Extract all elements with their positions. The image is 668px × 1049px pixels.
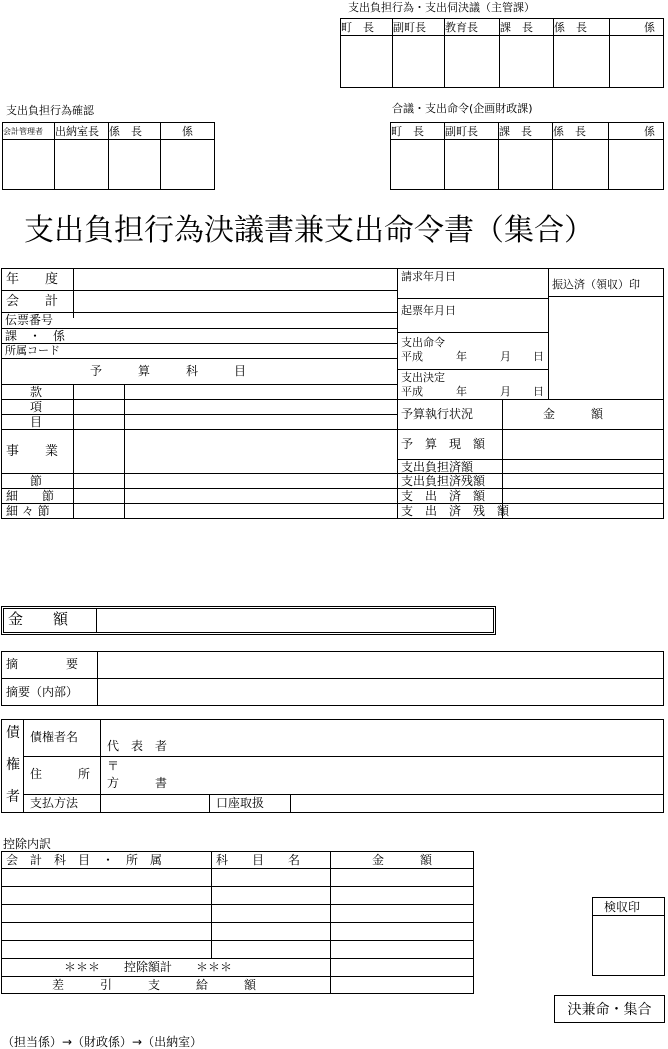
representative-label: 代 表 者 bbox=[107, 739, 168, 753]
account-field[interactable] bbox=[291, 795, 663, 812]
deduction-header-item: 科 目 名 bbox=[216, 853, 301, 867]
amount-label: 金 額 bbox=[8, 610, 69, 628]
top-approval-caption: 支出負担行為・支出伺決議（主管課） bbox=[348, 1, 535, 14]
issue-date-label: 起票年月日 bbox=[401, 304, 456, 317]
payment-decision-label: 支出決定 bbox=[401, 371, 445, 384]
budget-item-header: 予 算 科 目 bbox=[90, 364, 247, 378]
summary-internal-field[interactable] bbox=[98, 679, 663, 705]
paid-remaining-label: 支 出 済 残 額 bbox=[401, 504, 510, 518]
amount-column-header: 金 額 bbox=[543, 407, 604, 421]
top-approval-table bbox=[340, 18, 664, 88]
page-title: 支出負担行為決議書兼支出命令書（集合） bbox=[24, 213, 594, 248]
creditor-side-3: 者 bbox=[6, 789, 20, 805]
consult-caption: 合議・支出命令(企画財政課) bbox=[392, 102, 533, 115]
consult-header: 課 長 bbox=[499, 123, 553, 140]
year-field[interactable] bbox=[74, 269, 396, 290]
approval-header: 課 長 bbox=[500, 19, 554, 36]
address-label: 住 所 bbox=[30, 767, 91, 781]
method-label: 方 書 bbox=[107, 776, 168, 790]
current-budget-label: 予 算 現 額 bbox=[401, 437, 486, 451]
transfer-stamp-area[interactable] bbox=[549, 297, 663, 398]
deduction-caption: 控除内訳 bbox=[3, 837, 52, 851]
net-payment-label: 差 引 支 給 額 bbox=[52, 978, 257, 992]
creditor-side-1: 債 bbox=[6, 725, 20, 741]
saisaisetsu-label: 細 々 節 bbox=[6, 504, 50, 518]
confirm-header: 係 長 bbox=[109, 123, 161, 140]
deduction-total-label: ＊＊＊ 控除額計 ＊＊＊ bbox=[64, 960, 233, 974]
confirm-header: 係 bbox=[161, 123, 215, 140]
request-date-label: 請求年月日 bbox=[401, 270, 456, 283]
stamp-cell[interactable] bbox=[391, 140, 445, 190]
slip-number-label: 伝票番号 bbox=[5, 313, 54, 327]
kou-label: 項 bbox=[30, 400, 43, 414]
consult-header: 係 bbox=[609, 123, 664, 140]
stamp-cell[interactable] bbox=[553, 140, 609, 190]
consult-header: 副町長 bbox=[445, 123, 499, 140]
stamp-cell[interactable] bbox=[3, 140, 55, 190]
stamp-cell[interactable] bbox=[499, 140, 553, 190]
payment-decision-date: 平成 年 月 日 bbox=[401, 385, 544, 398]
burden-remaining-label: 支出負担済残額 bbox=[401, 474, 486, 488]
stamp-cell[interactable] bbox=[55, 140, 109, 190]
deduction-header-amount: 金 額 bbox=[372, 853, 433, 867]
approval-header: 町 長 bbox=[341, 19, 393, 36]
summary-field[interactable] bbox=[98, 652, 663, 677]
account-label: 口座取扱 bbox=[216, 796, 265, 810]
setsu-label: 節 bbox=[30, 474, 43, 488]
payment-order-date: 平成 年 月 日 bbox=[401, 350, 544, 363]
creditor-side-2: 権 bbox=[6, 757, 20, 773]
amount-field[interactable] bbox=[98, 609, 493, 632]
postal-mark: 〒 bbox=[107, 759, 120, 773]
pay-method-label: 支払方法 bbox=[30, 796, 79, 810]
confirm-header: 会計管理者 bbox=[3, 123, 55, 140]
saisetsu-label: 細 節 bbox=[6, 489, 55, 503]
inspection-label: 検収印 bbox=[604, 900, 641, 914]
consult-header: 町 長 bbox=[391, 123, 445, 140]
year-label: 年 度 bbox=[6, 272, 59, 287]
consult-header: 係 長 bbox=[553, 123, 609, 140]
exec-status-label: 予算執行状況 bbox=[401, 407, 474, 421]
stamp-cell[interactable] bbox=[610, 36, 664, 88]
stamp-cell[interactable] bbox=[554, 36, 610, 88]
approval-header: 係 bbox=[610, 19, 664, 36]
approval-type-badge: 決兼命・集合 bbox=[554, 995, 665, 1023]
summary-internal-label: 摘要（内部） bbox=[6, 685, 79, 699]
stamp-cell[interactable] bbox=[109, 140, 161, 190]
approval-header: 副町長 bbox=[393, 19, 445, 36]
transfer-stamp-label: 振込済（領収）印 bbox=[552, 278, 640, 291]
confirm-caption: 支出負担行為確認 bbox=[6, 104, 94, 117]
approval-header: 教育長 bbox=[445, 19, 500, 36]
confirm-header: 出納室長 bbox=[55, 123, 109, 140]
burden-done-label: 支出負担済額 bbox=[401, 460, 474, 474]
kan-label: 款 bbox=[30, 385, 43, 399]
stamp-cell[interactable] bbox=[445, 36, 500, 88]
confirm-table bbox=[2, 122, 215, 190]
accounting-field[interactable] bbox=[74, 291, 396, 312]
payment-order-label: 支出命令 bbox=[401, 336, 445, 349]
creditor-name-label: 債権者名 bbox=[30, 730, 79, 744]
section-label: 課 ・ 係 bbox=[5, 329, 66, 343]
jigyou-label: 事 業 bbox=[6, 444, 59, 459]
deduction-header-account: 会 計 科 目 ・ 所 属 bbox=[6, 853, 163, 867]
stamp-cell[interactable] bbox=[341, 36, 393, 88]
stamp-cell[interactable] bbox=[445, 140, 499, 190]
stamp-cell[interactable] bbox=[161, 140, 215, 190]
stamp-cell[interactable] bbox=[609, 140, 664, 190]
stamp-cell[interactable] bbox=[393, 36, 445, 88]
moku-label: 目 bbox=[30, 415, 43, 429]
paid-label: 支 出 済 額 bbox=[401, 489, 486, 503]
routing-footer: （担当係）→（財政係）→（出納室） bbox=[2, 1035, 203, 1049]
accounting-label: 会 計 bbox=[6, 294, 59, 309]
summary-label: 摘 要 bbox=[6, 657, 79, 671]
consult-table bbox=[390, 122, 664, 190]
approval-header: 係 長 bbox=[554, 19, 610, 36]
dept-code-label: 所属コード bbox=[5, 344, 60, 357]
stamp-cell[interactable] bbox=[500, 36, 554, 88]
pay-method-field[interactable] bbox=[101, 795, 208, 812]
